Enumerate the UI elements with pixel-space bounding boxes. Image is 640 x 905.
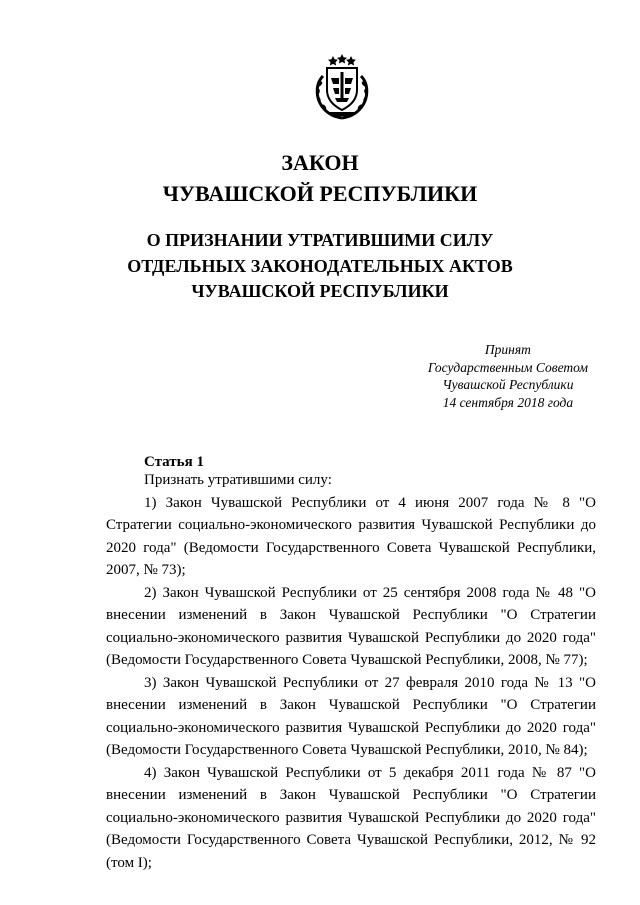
- article-item: 1) Закон Чувашской Республики от 4 июня 2007 года № 8 "О Стратегии социально-экономического развития Чувашской Республики до 2020 года" (Ведомости Государственного Совета Чувашской Республики, 2007, № 73);: [106, 494, 596, 578]
- coat-of-arms-icon: [313, 54, 371, 120]
- adoption-date: 14 сентября 2018 года: [442, 394, 574, 410]
- adoption-note: [428, 341, 588, 411]
- adoption-line: Принят: [484, 342, 531, 357]
- article-item: 2) Закон Чувашской Республики от 25 сентября 2008 года № 48 "О внесении изменений в Закон Чувашской Республики "О Стратегии социально-экономического развития Чувашской Республики до 2020 года" (Ведомости Государственного Совета Чувашской Республики, 2008, № 77);: [106, 584, 596, 668]
- adoption-line: Государственным Советом: [427, 359, 588, 375]
- article-item: 3) Закон Чувашской Республики от 27 февраля 2010 года № 13 "О внесении изменений в Закон Чувашской Республики "О Стратегии социально-экономического развития Чувашской Республики до 2020 года" (Ведомости Государственного Совета Чувашской Республики, 2010, № 84);: [106, 674, 596, 758]
- law-title: ЗАКОН: [281, 150, 359, 175]
- law-title-republic: ЧУВАШСКОЙ РЕСПУБЛИКИ: [162, 181, 478, 206]
- article-intro: Признать утратившими силу:: [144, 472, 332, 488]
- subtitle-line: О ПРИЗНАНИИ УТРАТИВШИМИ СИЛУ: [146, 230, 494, 250]
- subtitle-line: ЧУВАШСКОЙ РЕСПУБЛИКИ: [191, 281, 449, 301]
- subtitle-line: ОТДЕЛЬНЫХ ЗАКОНОДАТЕЛЬНЫХ АКТОВ: [127, 255, 513, 276]
- law-subtitle: [0, 228, 640, 305]
- article-heading: Статья 1: [144, 454, 204, 470]
- adoption-line: Чувашской Республики: [442, 377, 574, 392]
- article-body: [106, 469, 596, 874]
- article-item: 4) Закон Чувашской Республики от 5 декабря 2011 года № 87 "О внесении изменений в Закон Чувашской Республики "О Стратегии социально-экономического развития Чувашской Республики до 2020 года" (Ведомости Государственного Совета Чувашской Республики, 2012, № 92 (том I);: [106, 764, 596, 871]
